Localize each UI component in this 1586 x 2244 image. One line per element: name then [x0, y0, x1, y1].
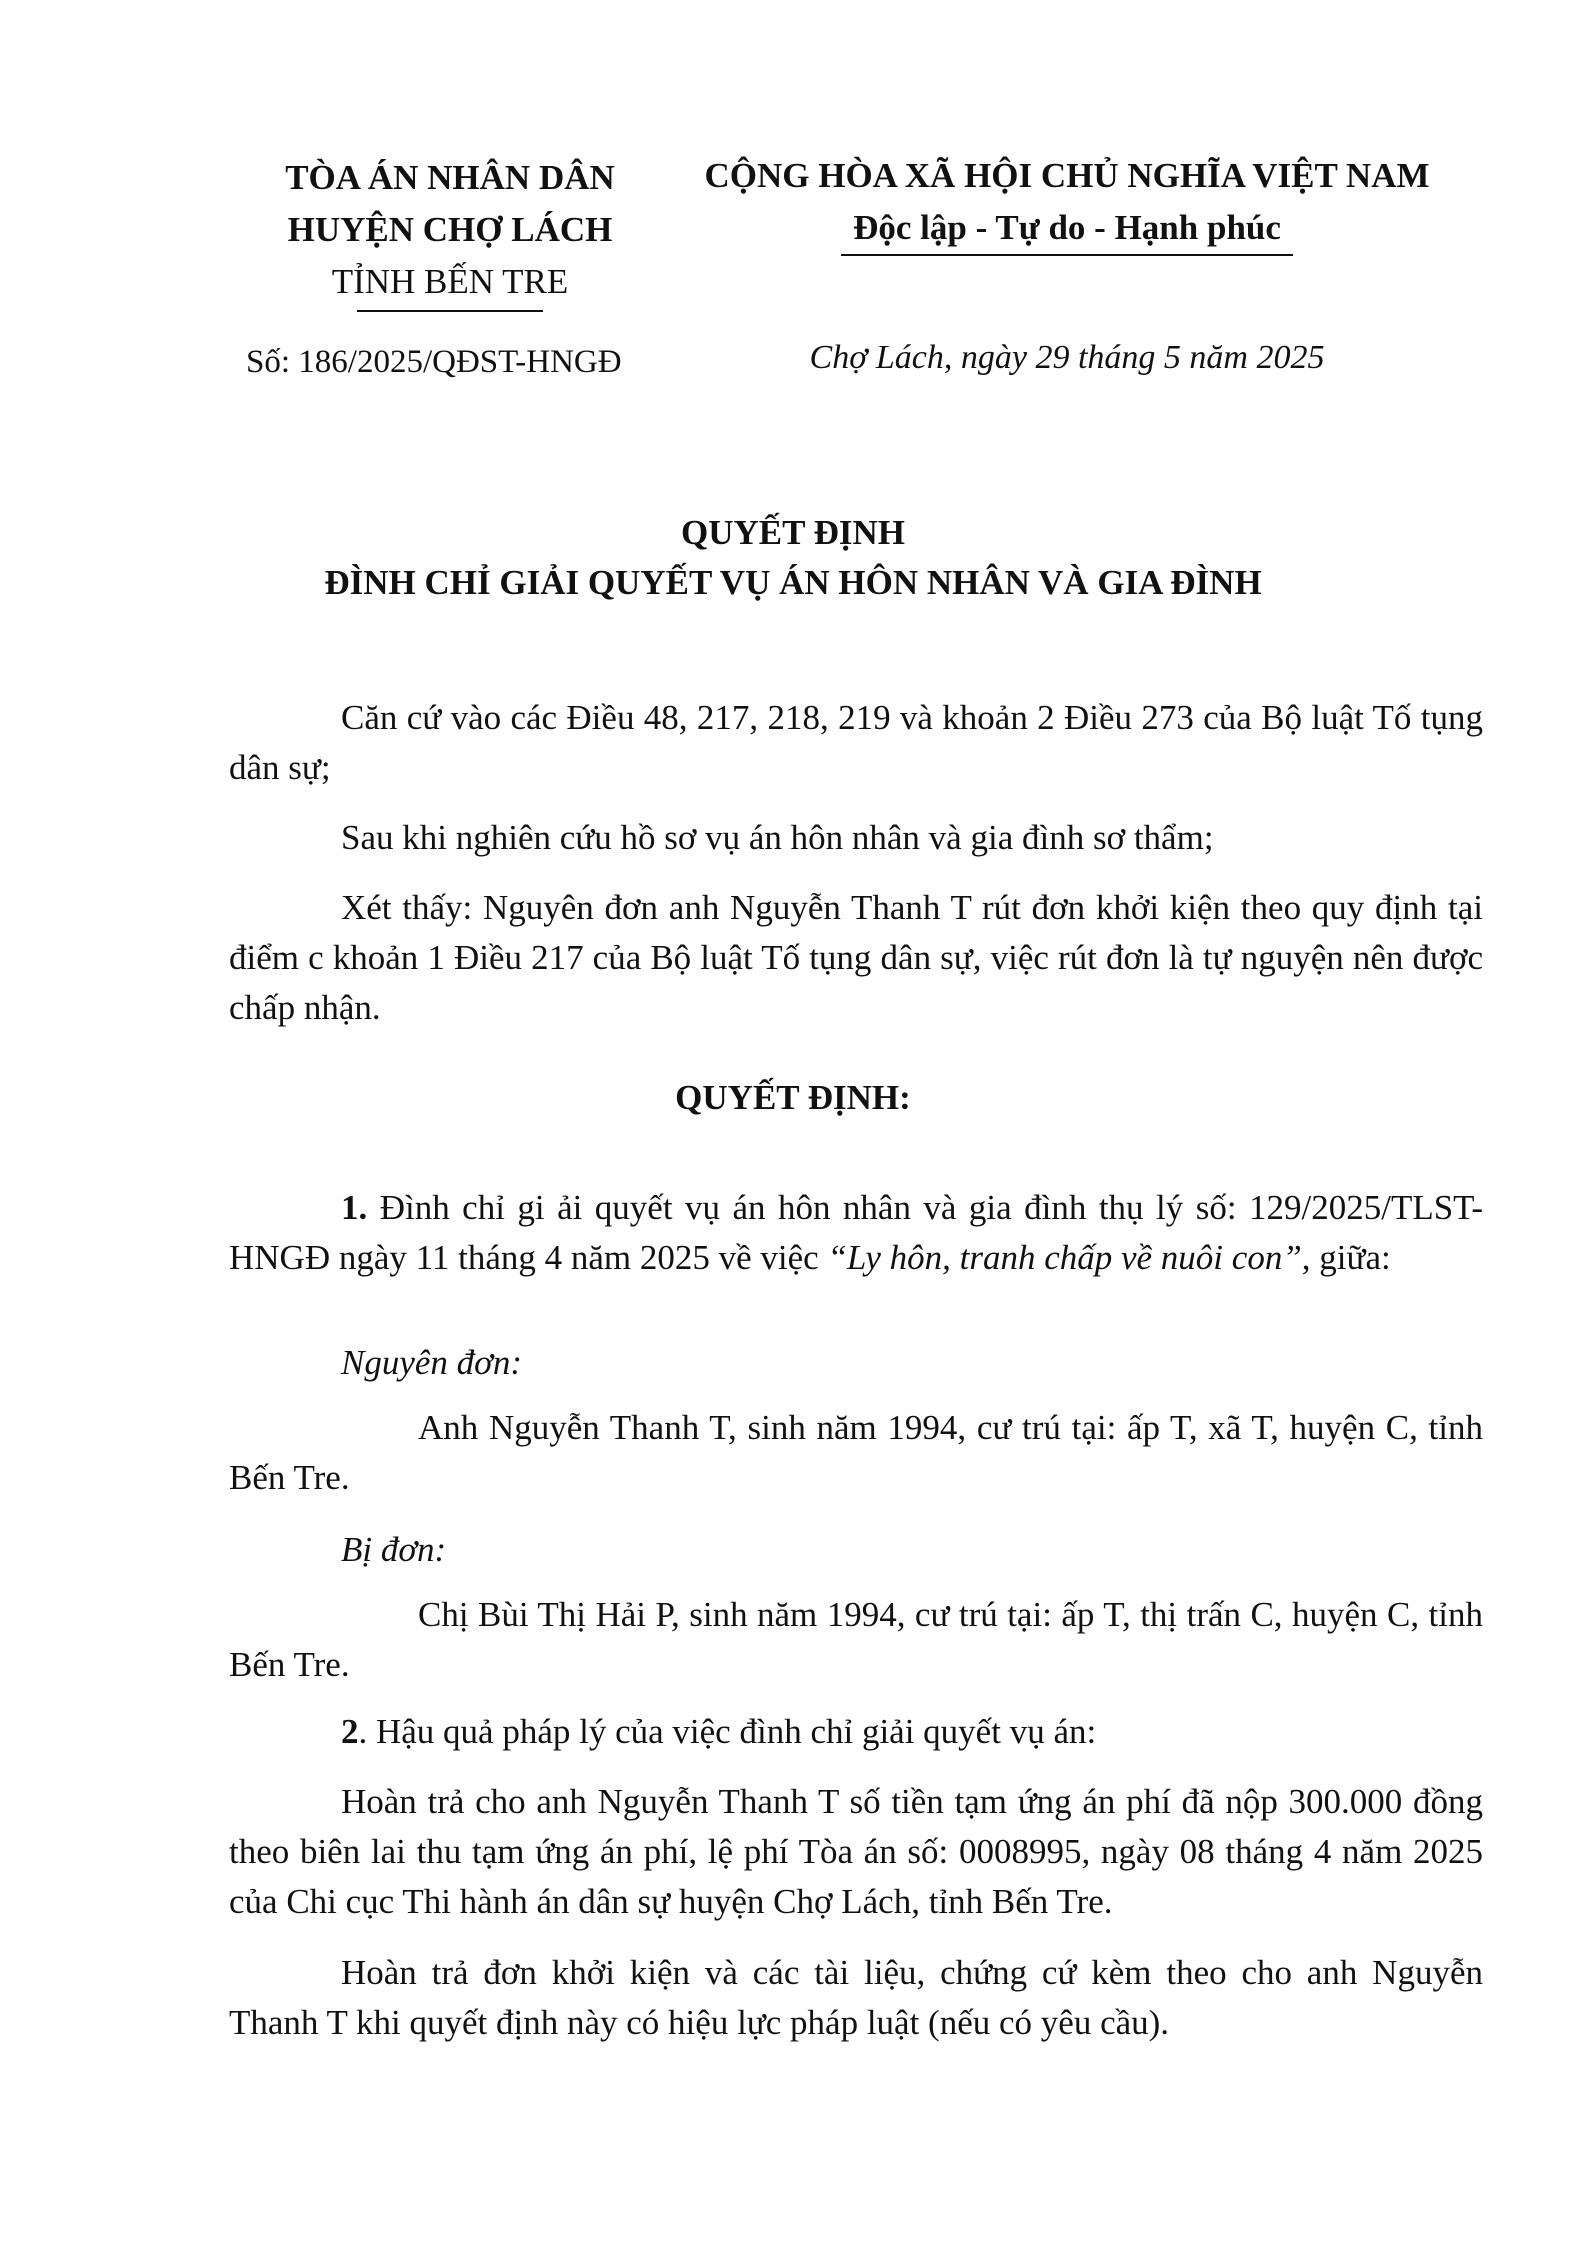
finding-paragraph: Xét thấy: Nguyên đơn anh Nguyễn Thanh T rút đơn khởi kiện theo quy định tại điểm c khoản 1 Điều 217 của Bộ luật Tố tụng dân sự, việc rút đơn là tự nguyện nên được chấp nhận.: [229, 888, 1483, 1027]
issuing-court-block: [230, 152, 670, 312]
republic-name: CỘNG HÒA XÃ HỘI CHỦ NGHĨA VIỆT NAM: [704, 156, 1430, 195]
document-title: [0, 508, 1586, 608]
national-header-block: [672, 150, 1462, 256]
title-line2: ĐÌNH CHỈ GIẢI QUYẾT VỤ ÁN HÔN NHÂN VÀ GIA ĐÌNH: [324, 563, 1262, 602]
refund-documents-paragraph: Hoàn trả đơn khởi kiện và các tài liệu, chứng cứ kèm theo cho anh Nguyễn Thanh T khi quyết định này có hiệu lực pháp luật (nếu có yêu cầu).: [229, 1953, 1483, 2042]
refund-fee-paragraph: Hoàn trả cho anh Nguyễn Thanh T số tiền tạm ứng án phí đã nộp 300.000 đồng theo biên lai thu tạm ứng án phí, lệ phí Tòa án số: 0008995, ngày 08 tháng 4 năm 2025 của Chi cục Thi hành án dân sự huyện Chợ Lách, tỉnh Bến Tre.: [229, 1782, 1483, 1921]
place-and-date: Chợ Lách, ngày 29 tháng 5 năm 2025: [809, 339, 1325, 376]
document-number: Số: 186/2025/QĐST-HNGĐ: [246, 344, 622, 380]
item1-number: 1.: [341, 1188, 368, 1227]
court-name-line2: HUYỆN CHỢ LÁCH: [287, 210, 613, 249]
motto-underline: [841, 254, 1293, 256]
national-motto: Độc lập - Tự do - Hạnh phúc: [853, 208, 1281, 247]
item2-number: 2: [341, 1712, 359, 1751]
item2-text: . Hậu quả pháp lý của việc đình chỉ giải quyết vụ án:: [358, 1712, 1097, 1751]
item1-text: Đình chỉ gi ải quyết vụ án hôn nhân và gia đình thụ lý số: 129/2025/TLST-HNGĐ ngày 11 tháng 4 năm 2025 về việc: [229, 1188, 1483, 1277]
item1-case-name: “Ly hôn, tranh chấp về nuôi con”: [827, 1238, 1302, 1277]
court-name-line1: TÒA ÁN NHÂN DÂN: [285, 158, 615, 197]
defendant-details: Chị Bùi Thị Hải P, sinh năm 1994, cư trú tại: ấp T, thị trấn C, huyện C, tỉnh Bến Tre.: [229, 1595, 1483, 1684]
review-paragraph: Sau khi nghiên cứu hồ sơ vụ án hôn nhân và gia đình sơ thẩm;: [341, 818, 1214, 857]
legal-basis-paragraph: Căn cứ vào các Điều 48, 217, 218, 219 và khoản 2 Điều 273 của Bộ luật Tố tụng dân sự;: [229, 698, 1483, 787]
decision-item-2: [229, 1707, 1483, 1757]
title-line1: QUYẾT ĐỊNH: [681, 513, 905, 552]
defendant-label: Bị đơn:: [341, 1530, 447, 1569]
decision-item-1: [229, 1183, 1483, 1283]
decision-heading: QUYẾT ĐỊNH:: [675, 1078, 911, 1117]
item1-tail: , giữa:: [1301, 1238, 1391, 1277]
court-underline: [357, 310, 543, 312]
court-province: TỈNH BẾN TRE: [331, 262, 569, 301]
plaintiff-label: Nguyên đơn:: [341, 1343, 522, 1382]
plaintiff-details: Anh Nguyễn Thanh T, sinh năm 1994, cư trú tại: ấp T, xã T, huyện C, tỉnh Bến Tre.: [229, 1408, 1483, 1497]
